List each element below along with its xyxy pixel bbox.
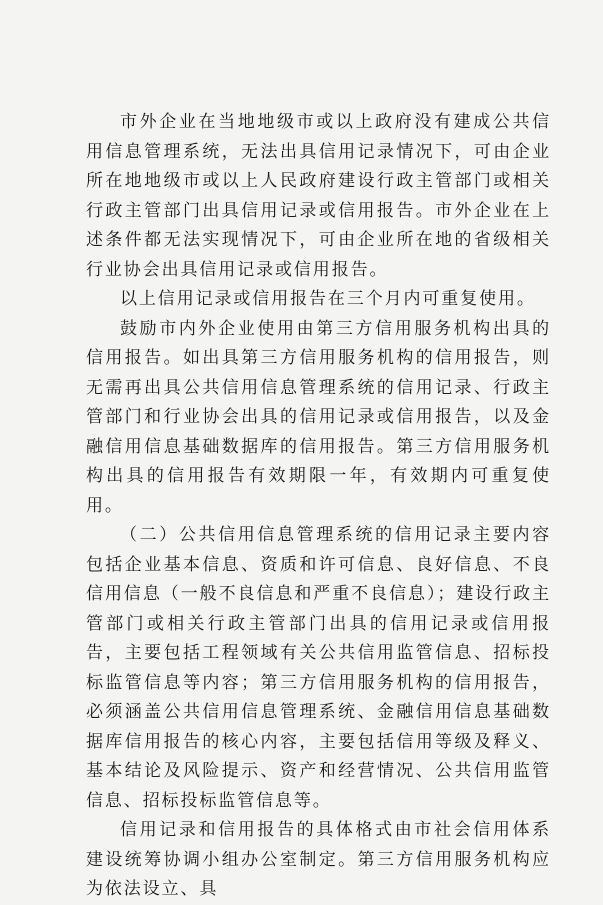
paragraph-out-of-city-enterprises: 市外企业在当地地级市或以上政府没有建成公共信用信息管理系统，无法出具信用记录情况下，可由企业所在地地级市或以上人民政府建设行政主管部门或相关行政主管部门出具信用记录或信用报告。市外企业在上述条件都无法实现情况下，可由企业所在地的省级相关行业协会出具信用记录或信用报告。 <box>86 112 551 280</box>
paragraph-format-specification: 信用记录和信用报告的具体格式由市社会信用体系建设统筹协调小组办公室制定。第三方信用服务机构应为依法设立、具 <box>86 820 551 899</box>
paragraph-reuse-period: 以上信用记录或信用报告在三个月内可重复使用。 <box>120 289 536 309</box>
paragraph-section-two-content: （二）公共信用信息管理系统的信用记录主要内容包括企业基本信息、资质和许可信息、良好信息、不良信用信息（一般不良信息和严重不良信息）；建设行政主管部门或相关行政主管部门出具的信用记录或信用报告，主要包括工程领域有关公共信用监管信息、招标投标监管信息等内容；第三方信用服务机构的信用报告，必须涵盖公共信用信息管理系统、金融信用信息基础数据库信用报告的核心内容，主要包括信用等级及释义、基本结论及风险提示、资产和经营情况、公共信用监管信息、招标投标监管信息等。 <box>86 525 551 811</box>
paragraph-third-party-reports: 鼓励市内外企业使用由第三方信用服务机构出具的信用报告。如出具第三方信用服务机构的信用报告，则无需再出具公共信用信息管理系统的信用记录、行政主管部门和行业协会出具的信用记录或信用报告，以及金融信用信息基础数据库的信用报告。第三方信用服务机构出具的信用报告有效期限一年，有效期内可重复使用。 <box>86 318 551 516</box>
